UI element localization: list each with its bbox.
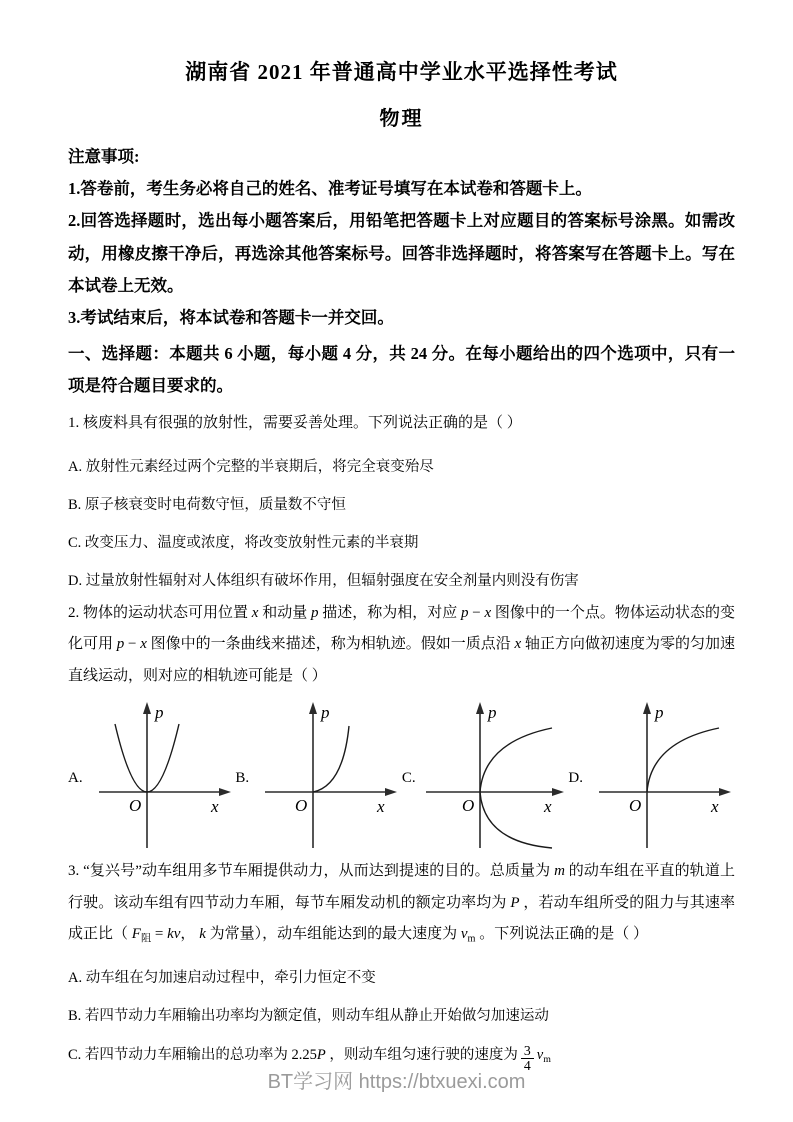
origin-label: O <box>128 796 141 816</box>
phase-graph-d <box>585 700 735 850</box>
x-axis-arrow <box>552 788 564 796</box>
q3-option-b: B. 若四节动力车厢输出功率均为额定值，则动车组从静止开始做匀加速运动 <box>68 1007 549 1024</box>
q3-option-a: A. 动车组在匀加速启动过程中，牵引力恒定不变 <box>68 969 376 986</box>
phase-graph-c <box>418 700 568 850</box>
y-axis-arrow <box>143 702 151 714</box>
x-axis-arrow <box>719 788 731 796</box>
p-axis-label: p <box>321 703 330 723</box>
question-2-stem: 2. 物体的运动状态可用位置 x 和动量 p 描述，称为相，对应 p − x 图像中的一个点。物体运动状态的变化可用 p − x 图像中的一条曲线来描述，称为相轨迹。假如一质点沿 x 轴正方向做初速度为零的匀加速直线运动，则对应的相轨迹可能是（ ） <box>68 604 735 684</box>
x-axis-arrow <box>219 788 231 796</box>
question-3-stem: 3. “复兴号”动车组用多节车厢提供动力，从而达到提速的目的。总质量为 m 的动车组在平直的轨道上行驶。该动车组有四节动力车厢，每节车厢发动机的额定功率均为 P ，若动车组所受的阻力与其速率成正比（ $F_阻$ = kv， k 为常量），动车组能达到的最大速度为 $v_m$ 。下列说法正确的是（ ） <box>68 863 735 945</box>
p-axis-label: p <box>654 703 664 723</box>
y-axis-arrow <box>476 702 484 714</box>
origin-label: O <box>628 796 642 816</box>
q1-option-c: C. 改变压力、温度或浓度，将改变放射性元素的半衰期 <box>68 534 419 551</box>
q1-option-d: D. 过量放射性辐射对人体组织有破坏作用，但辐射强度在安全剂量内则没有伤害 <box>68 572 579 589</box>
question-1-stem: 1. 核废料具有很强的放射性，需要妥善处理。下列说法正确的是（ ） <box>68 415 522 432</box>
subject-title: 物理 <box>379 108 424 130</box>
x-axis-arrow <box>385 788 397 796</box>
q2-figure-a <box>68 700 235 850</box>
y-axis-arrow <box>643 702 651 714</box>
phase-graph-b <box>251 700 401 850</box>
figure-b-label: B. <box>235 770 250 787</box>
phase-graph-a <box>85 700 235 850</box>
q2-figure-b <box>235 700 401 850</box>
figure-d-label: D. <box>568 770 583 787</box>
q1-option-b: B. 原子核衰变时电荷数守恒，质量数不守恒 <box>68 496 346 513</box>
notice-item-2: 2.回答选择题时，选出每小题答案后，用铅笔把答题卡上对应题目的答案标号涂黑。如需改动，用橡皮擦干净后，再选涂其他答案标号。回答非选择题时，将答案写在答题卡上。写在本试卷上无效。 <box>68 211 735 295</box>
y-axis-arrow <box>309 702 317 714</box>
notice-item-1: 1.答卷前，考生务必将自己的姓名、准考证号填写在本试卷和答题卡上。 <box>68 179 592 199</box>
figure-a-label: A. <box>68 770 83 787</box>
p-axis-label: p <box>487 703 497 723</box>
q2-figure-c <box>402 700 568 850</box>
sideways-parabola-upper-curve <box>480 728 552 792</box>
x-axis-label: x <box>210 797 219 817</box>
origin-label: O <box>295 796 308 816</box>
watermark-footer: BT学习网 https://btxuexi.com <box>267 1071 526 1093</box>
p-axis-label: p <box>154 703 164 723</box>
notice-item-3: 3.考试结束后，将本试卷和答题卡一并交回。 <box>68 307 394 327</box>
sideways-parabola-lower-curve <box>480 792 552 848</box>
x-axis-label: x <box>710 797 719 817</box>
q2-figure-d <box>568 700 735 850</box>
half-parabola-curve <box>313 726 349 792</box>
q1-option-a: A. 放射性元素经过两个完整的半衰期后，将完全衰变殆尽 <box>68 458 434 475</box>
sqrt-branch-curve <box>647 728 719 792</box>
x-axis-label: x <box>543 797 552 817</box>
notice-heading: 注意事项: <box>68 147 140 166</box>
figure-c-label: C. <box>401 770 416 787</box>
origin-label: O <box>461 796 474 816</box>
q3-option-c: C. 若四节动力车厢输出的总功率为 2.25P ，则动车组匀速行驶的速度为 $\frac{3}{4}$ $v_m$ <box>68 1042 551 1074</box>
x-axis-label: x <box>377 797 385 817</box>
page-title: 湖南省 2021 年普通高中学业水平选择性考试 <box>185 60 618 84</box>
section-heading: 一、选择题：本题共 6 小题，每小题 4 分，共 24 分。在每小题给出的四个选项中，只有一项是符合题目要求的。 <box>68 344 735 396</box>
q2-figures-row <box>68 700 735 850</box>
